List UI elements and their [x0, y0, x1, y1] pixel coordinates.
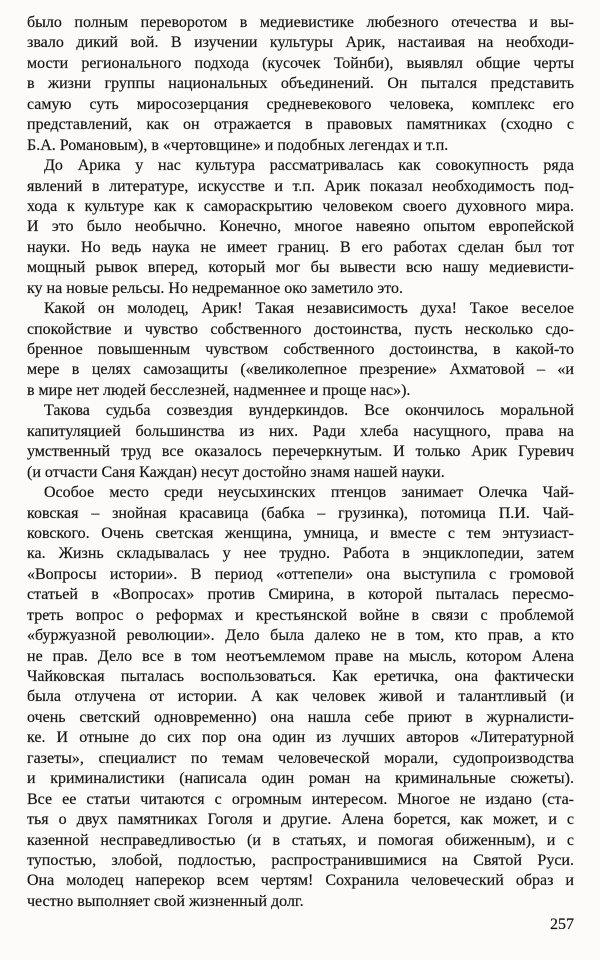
text-line: «буржуазной революции». Дело была далеко не в том, кто прав, а кто: [27, 627, 574, 645]
text-line: Такова судьба созвездия вундеркиндов. Все окончилось моральной: [44, 402, 574, 420]
text-line: была отлучена от истории. А как человек живой и талантливый (и: [27, 688, 574, 706]
text-line: самую суть миросозерцания средневекового человека, комплекс его: [27, 95, 574, 113]
text-line: ка. Жизнь складывалась у нее трудно. Работа в энциклопедии, затем: [27, 545, 574, 563]
text-line: тупостью, злобой, подлостью, распространившимися на Святой Руси.: [27, 851, 574, 869]
text-line: было полным переворотом в медиевистике любезного отечества и вы-: [27, 14, 574, 31]
text-line: И это было необычно. Конечно, многое навеяно опытом европейской: [27, 218, 574, 236]
text-line: ке. И отныне до сих пор она один из лучших авторов «Литературной: [27, 729, 574, 747]
text-line: бренное повышенным чувством собственного достоинства, в какой-то: [27, 341, 574, 358]
text-line: мере в целях самозащиты («великолепное презрение» Ахматовой – «и: [27, 361, 574, 379]
text-line: Все ее статьи читаются с огромным интересом. Многое не издано (ста-: [27, 790, 574, 808]
text-line: честно выполняет свой жизненный долг.: [27, 892, 304, 910]
text-line: (и отчасти Саня Каждан) несут достойно знамя нашей науки.: [27, 463, 445, 481]
text-line: Б.А. Романовым), в «чертовщине» и подобных легендах и т.п.: [27, 136, 449, 154]
text-line: в мире нет людей бесслезней, надменнее и проще нас»).: [27, 381, 411, 399]
body-text: [27, 13, 574, 912]
text-line: спокойствие и чувство собственного достоинства, пусть несколько сдо-: [27, 320, 574, 338]
text-line: умственный труд все оказалось перечеркнутым. И только Арик Гуревич: [27, 443, 574, 461]
text-line: очень светский одновременно) она нашла себе приют в журналисти-: [27, 708, 574, 726]
page-number: 257: [550, 916, 574, 933]
text-line: в жизни группы национальных объединений. Он пытался представить: [27, 75, 574, 93]
text-line: треть вопрос о реформах и крестьянской войне в связи с проблемой: [27, 606, 574, 624]
text-line: Какой он молодец, Арик! Такая независимость духа! Такое веселое: [44, 300, 574, 318]
text-line: газеты», специалист по темам человеческой морали, судопроизводства: [27, 749, 574, 767]
text-line: явлений в литературе, искусстве и т.п. Арик показал необходимость под-: [27, 177, 574, 195]
paragraph: [27, 156, 574, 299]
text-line: Она молодец наперекор всем чертям! Сохранила человеческий образ и: [27, 872, 574, 890]
text-line: капитуляцией большинства из них. Ради хлеба насущного, права на: [27, 422, 574, 440]
text-line: представлений, как он отражается в правовых памятниках (сходно с: [27, 116, 574, 134]
text-line: До Арика у нас культура рассматривалась как совокупность ряда: [44, 157, 574, 175]
text-line: Особое место среди неусыхинских птенцов занимает Олечка Чай-: [44, 484, 574, 502]
text-line: ковская – знойная красавица (бабка – грузинка), потомица П.И. Чай-: [27, 504, 574, 522]
text-line: ковского. Очень светская женщина, умница, и вместе с тем энтузиаст-: [27, 524, 574, 542]
text-line: казенной несправедливостью (и в статьях, и помогая обиженным), и с: [27, 831, 574, 849]
text-line: и криминалистики (написала один роман на криминальные сюжеты).: [27, 770, 574, 788]
text-line: не прав. Дело все в том неотъемлемом праве на мысль, котором Алена: [27, 647, 574, 665]
text-line: тья о двух памятниках Гоголя и другие. Алена борется, как может, и с: [27, 811, 574, 829]
text-line: «Вопросы истории». В период «оттепели» она выступила с громовой: [27, 565, 574, 583]
paragraph: [27, 13, 574, 156]
text-line: мощный рывок вперед, который мог бы вывести всю нашу медиевисти-: [27, 259, 574, 277]
text-line: статьей в «Вопросах» против Смирина, в которой пыталась пересмо-: [27, 586, 574, 604]
text-line: Чайковская пыталась воспользоваться. Как еретичка, она фактически: [27, 668, 574, 685]
text-line: мости регионального подхода (кусочек Тойнби), выявлял общие черты: [27, 54, 574, 72]
paragraph: [27, 299, 574, 401]
text-line: науки. Но ведь наука не имеет границ. В его работах сделан был тот: [27, 238, 574, 256]
text-line: ку на новые рельсы. Но недреманное око заметило это.: [27, 279, 403, 297]
paragraph: [27, 483, 574, 912]
text-line: звало дикий вой. В изучении культуры Арик, настаивая на необходи-: [27, 34, 574, 52]
paragraph: [27, 401, 574, 483]
text-line: хода к культуре как к самораскрытию человеком своего духовного мира.: [27, 197, 574, 215]
